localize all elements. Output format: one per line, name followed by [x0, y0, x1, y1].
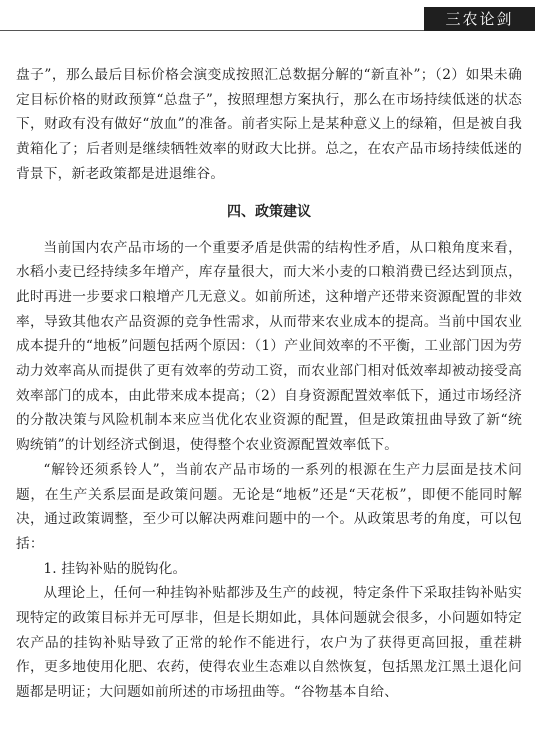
- continuation-paragraph: 盘子”，那么最后目标价格会演变成按照汇总数据分解的“新直补”；（2）如果未确定目标价格的财政预算“总盘子”，按照理想方案执行，那么在市场持续低迷的状态下，财政有没有做好“放血”的准备。前者实际上是某种意义上的绿箱，但是被自我黄箱化了；后者则是继续牺牲效率的财政大比拼。总之，在农产品市场持续低迷的背景下，新老政策都是进退维谷。: [16, 67, 522, 182]
- body-paragraph-1: 当前国内农产品市场的一个重要矛盾是供需的结构性矛盾，从口粮角度来看，水稻小麦已经持续多年增产，库存量很大，而大米小麦的口粮消费已经达到顶点，此时再进一步要求口粮增产几无意义。如前所述，这种增产还带来资源配置的非效率，导致其他农产品资源的竞争性需求，从而带来农业成本的提高。当前中国农业成本提升的“地板”问题包括两个原因：（1）产业间效率的不平衡，工业部门因为劳动力效率高从而提供了更有效率的劳动工资，而农业部门相对低效率却被动接受高效率部门的成本，由此带来成本提高；（2）自身资源配置效率低下，通过市场经济的分散决策与风险机制本来应当优化农业资源的配置，但是政策扭曲导致了新“统购统销”的计划经济式倒退，使得整个农业资源配置效率低下。: [16, 239, 522, 454]
- body-paragraph-3: 从理论上，任何一种挂钩补贴都涉及生产的歧视，特定条件下采取挂钩补贴实现特定的政策目标并无可厚非，但是长期如此，具体问题就会很多，小问题如特定农产品的挂钩补贴导致了正常的轮作不能进行，农户为了获得更高回报，重茬耕作，更多地使用化肥、农药，使得农业生态难以自然恢复，包括黑龙江黑土退化问题都是明证；大问题如前所述的市场扭曲等。“谷物基本自给、: [16, 585, 522, 701]
- numbered-item-1: 1. 挂钩补贴的脱钩化。: [43, 560, 187, 577]
- running-header-title: 三农论剑: [424, 7, 535, 31]
- section-heading: 四、政策建议: [227, 203, 311, 220]
- body-paragraph-2: “解铃还须系铃人”，当前农产品市场的一系列的根源在生产力层面是技术问题，在生产关系层面是政策问题。无论是“地板”还是“天花板”，即便不能同时解决，通过政策调整，至少可以解决两难问题中的一个。从政策思考的角度，可以包括：: [16, 461, 522, 552]
- page-body: [16, 63, 522, 705]
